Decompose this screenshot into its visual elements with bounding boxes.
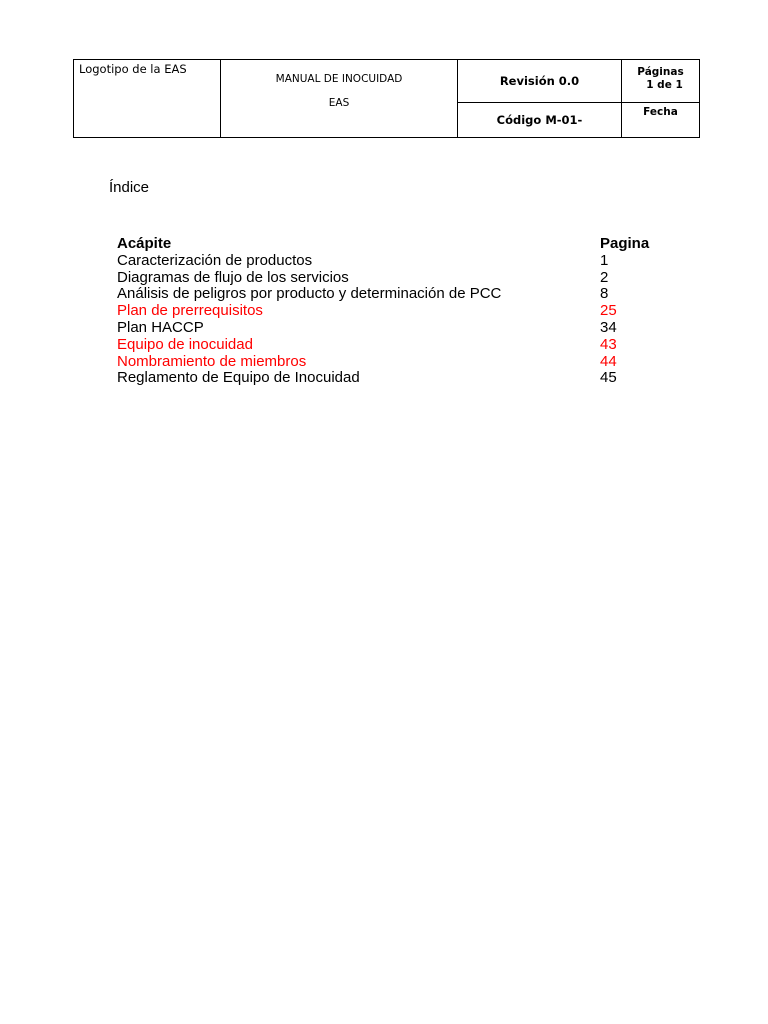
toc-entry-title: Plan HACCP	[117, 318, 204, 336]
logo-placeholder	[74, 60, 221, 138]
toc-entry-title: Diagramas de flujo de los servicios	[117, 268, 349, 286]
code-cell	[458, 103, 622, 138]
toc-entry-page: 2	[600, 268, 609, 286]
date-cell	[622, 103, 700, 138]
toc-entry	[117, 253, 677, 270]
document-title: MANUAL DE INOCUIDAD	[275, 73, 403, 85]
toc-entries	[117, 253, 677, 387]
toc-entry-page: 1	[600, 251, 609, 269]
toc-entry-title: Plan de prerrequisitos	[117, 302, 263, 320]
toc-entry	[117, 270, 677, 287]
pages-value: 1 de 1	[646, 79, 683, 91]
toc-entry-page: 43	[600, 335, 617, 353]
toc-entry-page: 44	[600, 352, 617, 370]
revision-cell	[458, 60, 622, 103]
toc-entry-title: Equipo de inocuidad	[117, 335, 253, 353]
toc-entry-title: Caracterización de productos	[117, 251, 313, 269]
toc-entry-page: 25	[600, 302, 617, 320]
pages-label: Páginas	[637, 66, 684, 78]
toc-entry	[117, 370, 677, 387]
toc-entry-page: 34	[600, 318, 617, 336]
code-text: Código M-01-	[496, 113, 583, 127]
toc-entry	[117, 354, 677, 371]
document-subtitle: EAS	[328, 97, 350, 109]
toc-entry-title: Reglamento de Equipo de Inocuidad	[117, 369, 360, 387]
date-label: Fecha	[643, 106, 678, 118]
revision-text: Revisión 0.0	[499, 74, 580, 88]
toc-entry-page: 45	[600, 369, 617, 387]
toc-entry	[117, 303, 677, 320]
toc-entry	[117, 286, 677, 303]
toc-entry	[117, 320, 677, 337]
logo-placeholder-text: Logotipo de la EAS	[79, 62, 187, 76]
toc-header-section: Acápite	[117, 235, 172, 252]
table-of-contents	[117, 236, 677, 387]
toc-entry	[117, 337, 677, 354]
toc-header-row	[117, 236, 677, 253]
document-header-table	[73, 59, 700, 138]
toc-entry-title: Nombramiento de miembros	[117, 352, 307, 370]
toc-header-page: Pagina	[600, 235, 650, 252]
document-title-cell	[221, 60, 458, 138]
index-heading: Índice	[109, 179, 150, 196]
toc-entry-page: 8	[600, 285, 609, 303]
toc-entry-title: Análisis de peligros por producto y determinación de PCC	[117, 285, 502, 303]
pages-cell	[622, 60, 700, 103]
